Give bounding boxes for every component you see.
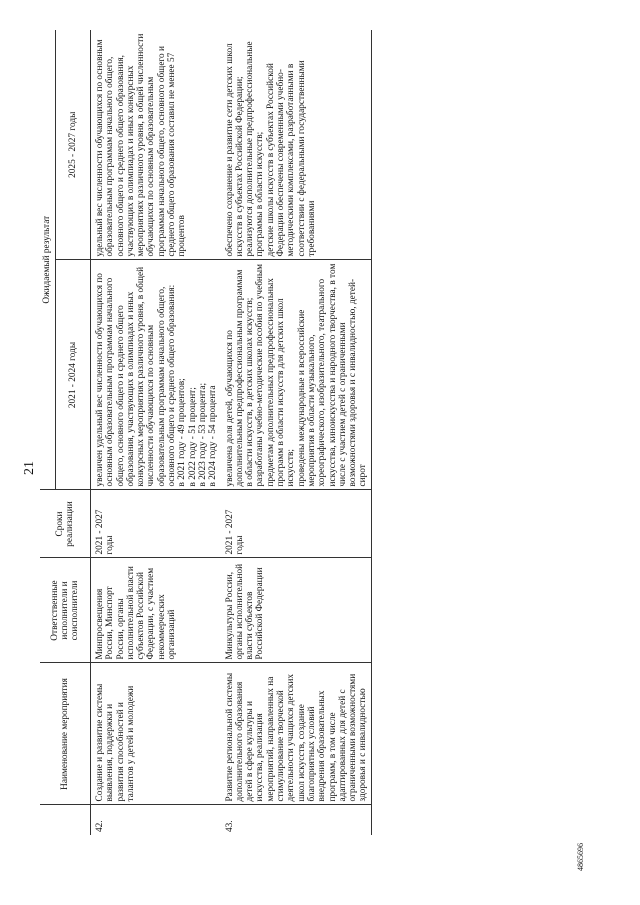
row-name: Создание и развитие системы выявления, поддержки и развития способностей и талантов у детей и молодежи <box>91 663 221 805</box>
table-row <box>221 30 372 835</box>
row-responsible: Минкультуры России, органы исполнительной власти субъектов Российской Федерации <box>221 558 372 663</box>
header-col-responsible: Ответственные исполнители и соисполнители <box>40 558 91 663</box>
row-terms: 2021 - 2027 годы <box>221 490 372 558</box>
row-result-2025: обеспечено сохранение и развитие сети детских школ искусств в субъектах Российской Федерации; реализуются дополнительные предпрофессиональные программы в области искусств; детские школы искусств в субъектах Российской Федерации обеспечены современными учебно-методическими комплексами, разработанными в соответствии с федеральными государственными требованиями <box>221 30 372 260</box>
row-number: 42. <box>95 820 105 832</box>
header-col-2021: 2021 - 2024 годы <box>56 260 91 490</box>
row-result-2025: удельный вес численности обучающихся по основным образовательным программам начального общего, основного общего и среднего общего образования, участвующих в олимпиадах и иных конкурсных мероприятиях различного уровня, в общей численности обучающихся по основным образовательным программам начального общего, основного общего и среднего общего образования составил не менее 57 процентов <box>91 30 221 260</box>
header-col-terms: Сроки реализации <box>40 490 91 558</box>
measures-table <box>40 30 372 835</box>
header-col-2025: 2025 - 2027 годы <box>56 30 91 260</box>
row-result-2021: увеличен удельный вес численности обучающихся по основным образовательным программам начального общего, основного общего и среднего общего образования, участвующих в олимпиадах и иных конкурсных мероприятиях различного уровня, в общей численности обучающихся по основным образовательным программам начального общего, основного общего и среднего общего образования: в 2021 году - 49 процентов; в 2022 году - 51 процент; в 2023 году - 53 процента; в 2024 году - 54 процента <box>91 260 221 490</box>
row-terms: 2021 - 2027 годы <box>91 490 221 558</box>
document-stamp: 4865696 <box>576 843 585 871</box>
table-row <box>91 30 221 835</box>
row-result-2021: увеличена доля детей, обучающихся по дополнительным предпрофессиональным программам в области искусств, в детских школах искусств; разработаны учебно-методические пособия по учебным предметам дополнительных предпрофессиональных программ в области искусств для детских школ искусств; проведены международные и всероссийские мероприятия в области музыкального, хореографического, изобразительного, театрального искусства, киноискусства и народного творчества, в том числе с участием детей с ограниченными возможностями здоровья и с инвалидностью, детей-сирот <box>221 260 372 490</box>
row-number: 43. <box>221 805 372 835</box>
row-responsible: Минпросвещения России, Минспорт России, органы исполнительной власти субъектов Российской Федерации, с участием некоммерческих организаций <box>91 558 221 663</box>
row-name: Развитие региональной системы дополнительного образования детей в сфере культуры и искусства, реализация мероприятий, направленных на стимулирование творческой деятельности учащихся детских школ искусств, создание благоприятных условий внедрения образовательных программ, в том числе адаптированных для детей с ограниченными возможностями здоровья и с инвалидностью <box>221 663 372 805</box>
page-number: 21 <box>22 461 37 475</box>
header-col-name: Наименование мероприятия <box>40 663 91 805</box>
header-col-result: Ожидаемый результат <box>40 30 56 490</box>
header-row <box>40 30 56 835</box>
header-col-number <box>40 805 91 835</box>
